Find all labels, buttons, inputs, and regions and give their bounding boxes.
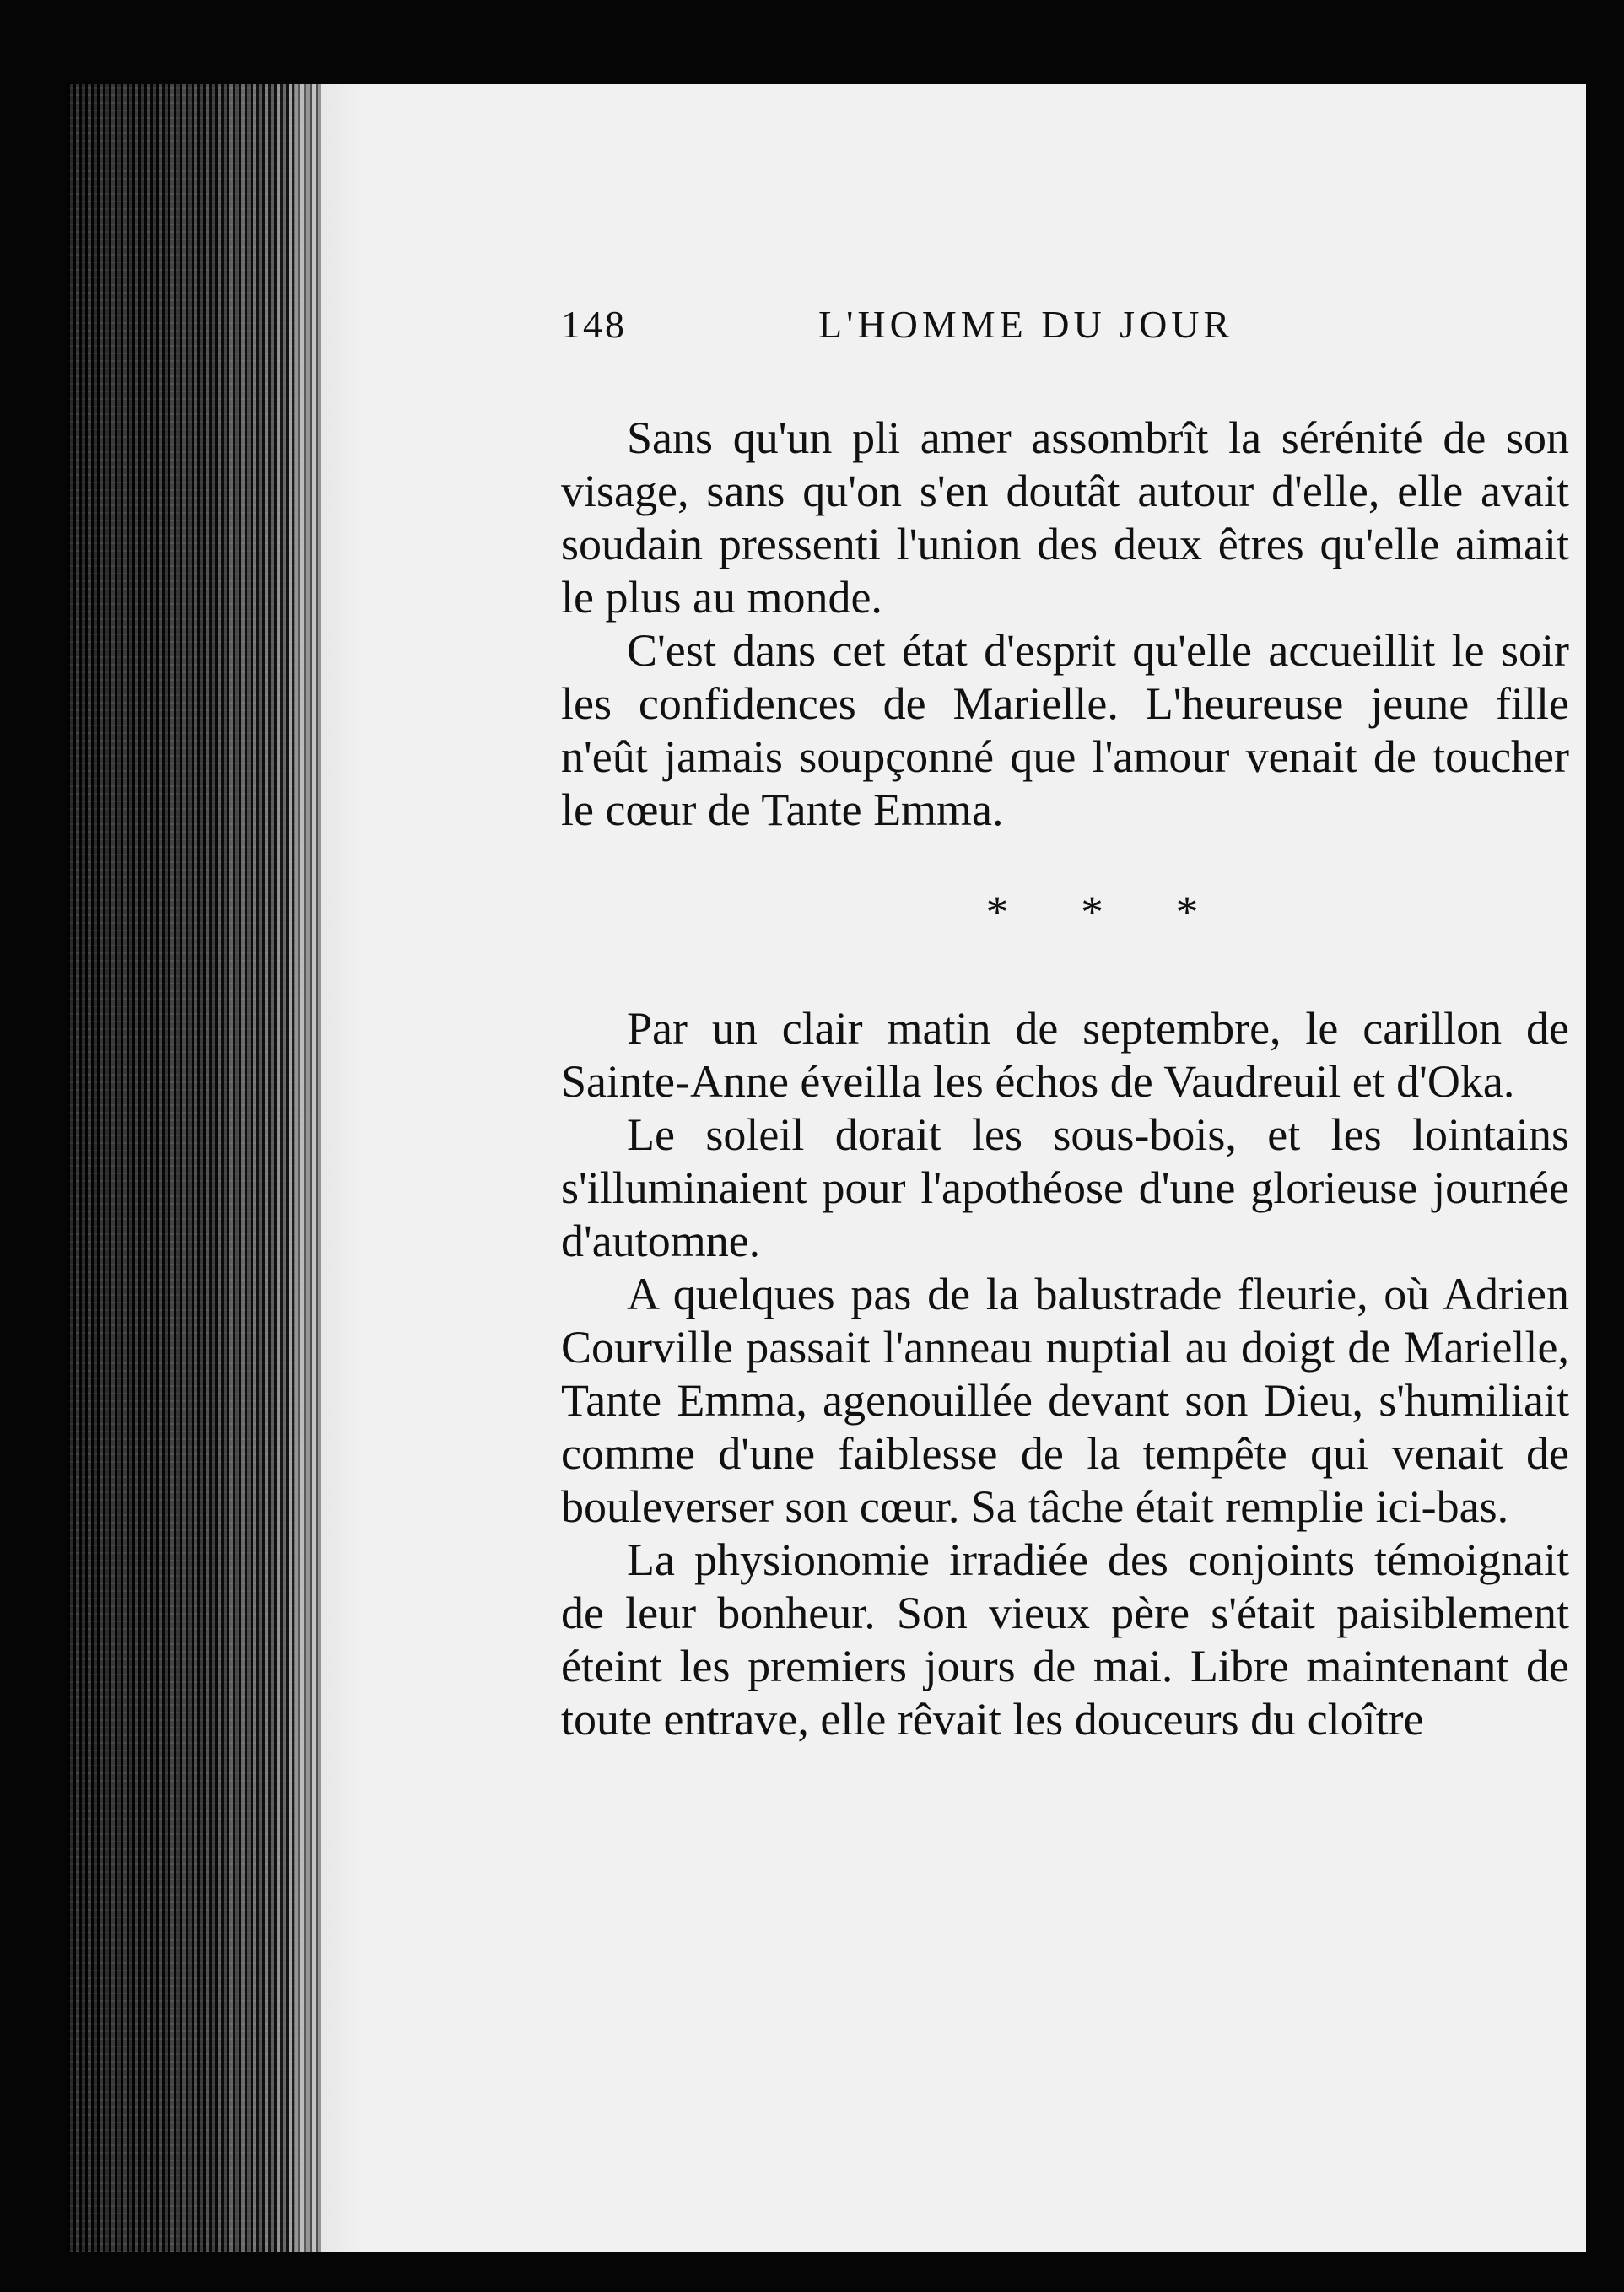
book-spine-gutter xyxy=(67,84,321,2252)
paragraph: La physionomie irradiée des conjoints témoignait de leur bonheur. Son vieux père s'était paisiblement éteint les premiers jours de mai. Libre maintenant de toute entrave, elle rêvait les douceurs du cloître xyxy=(561,1534,1569,1745)
gutter-shadow xyxy=(295,84,363,2252)
section-separator: * * * xyxy=(985,887,1229,937)
book-page xyxy=(67,84,1586,2252)
paragraph: Le soleil dorait les sous-bois, et les lointains s'illuminaient pour l'apothéose d'une glorieuse journée d'automne. xyxy=(561,1109,1569,1266)
paragraph: A quelques pas de la balustrade fleurie, où Adrien Courville passait l'anneau nuptial au doigt de Marielle, Tante Emma, agenouillée devant son Dieu, s'humiliait comme d'une faiblesse de la tempête qui venait de bouleverser son cœur. Sa tâche était remplie ici-bas. xyxy=(561,1269,1569,1532)
running-title: L'HOMME DU JOUR xyxy=(818,303,1234,346)
running-head xyxy=(561,287,1569,354)
page-number: 148 xyxy=(561,303,627,346)
text-block xyxy=(561,287,1569,1746)
paragraph: Par un clair matin de septembre, le carillon de Sainte-Anne éveilla les échos de Vaudreuil et d'Oka. xyxy=(561,1003,1569,1107)
paragraph: Sans qu'un pli amer assombrît la sérénité de son visage, sans qu'on s'en doutât autour d'elle, elle avait soudain pressenti l'union des deux êtres qu'elle aimait le plus au monde. xyxy=(561,413,1569,623)
paragraph: C'est dans cet état d'esprit qu'elle accueillit le soir les confidences de Marielle. L'heureuse jeune fille n'eût jamais soupçonné que l'amour venait de toucher le cœur de Tante Emma. xyxy=(561,625,1569,835)
